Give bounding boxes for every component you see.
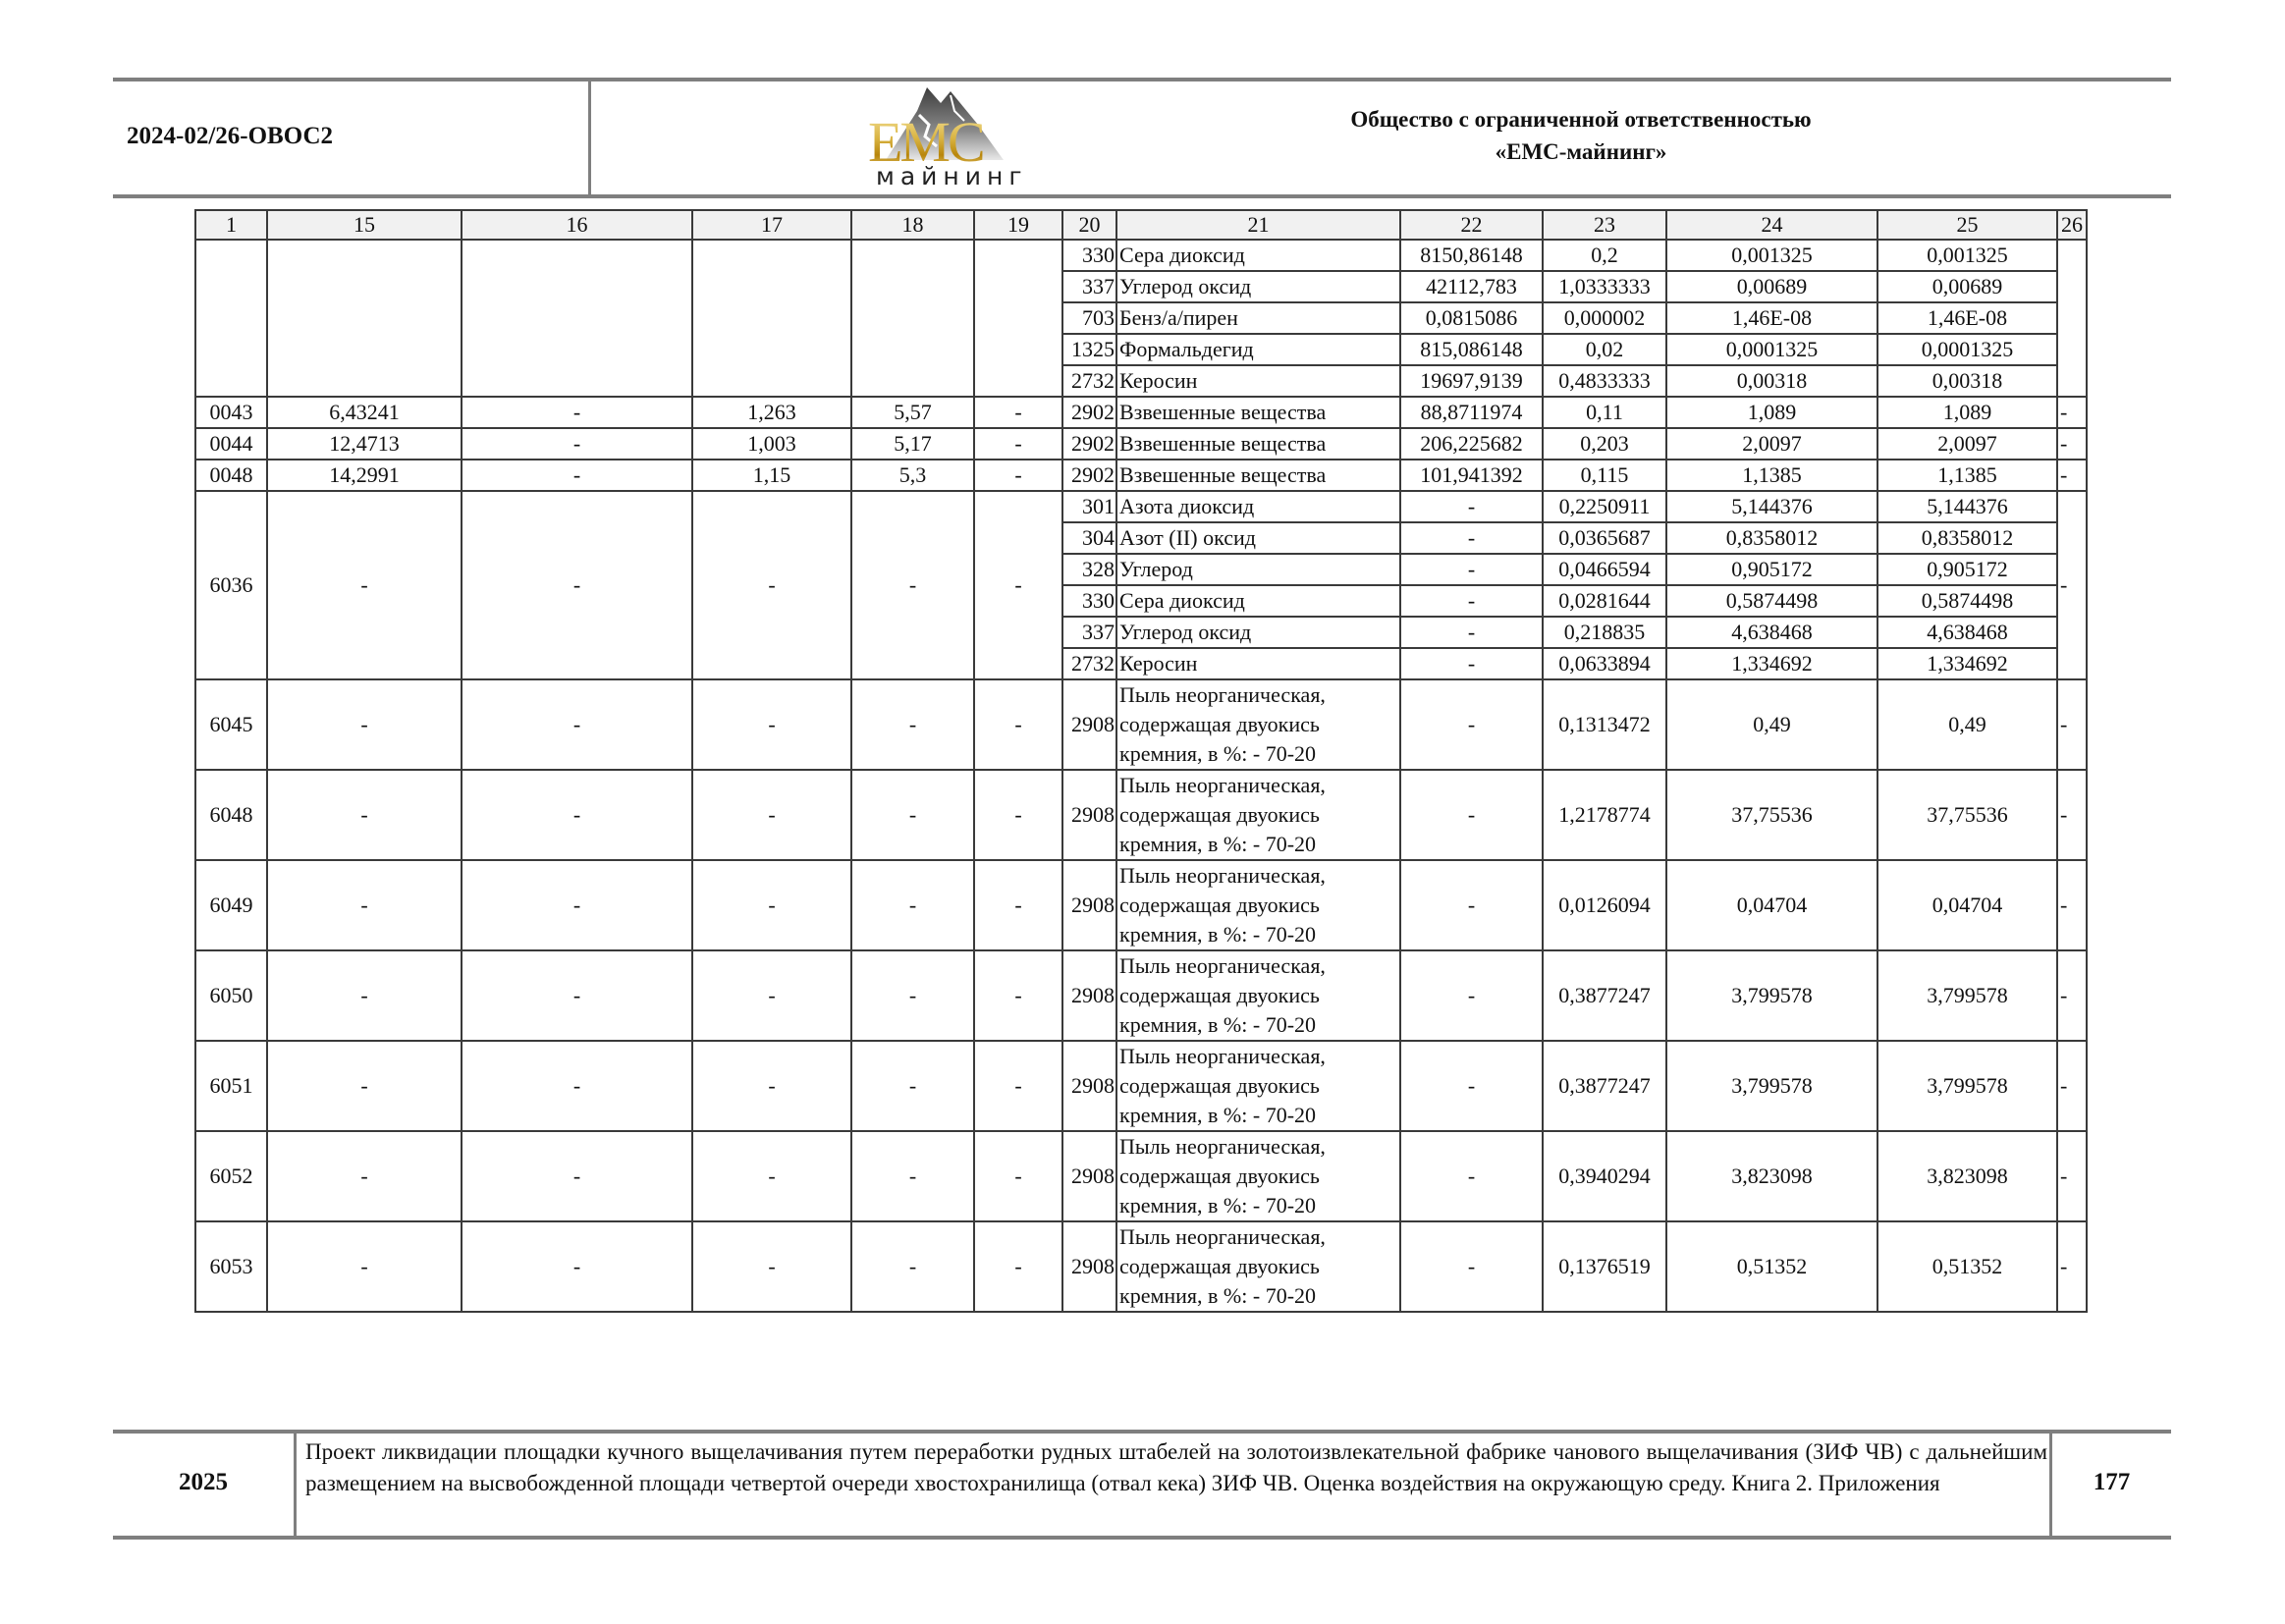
- param-c15-cell: -: [267, 1131, 462, 1221]
- table-row: [195, 679, 2087, 770]
- param-c22-cell: -: [1400, 648, 1543, 679]
- param-c25-cell: 0,0001325: [1877, 334, 2057, 365]
- param-c17-cell: -: [692, 1221, 851, 1312]
- param-c23-cell: 0,203: [1543, 428, 1666, 460]
- param-c22-cell: -: [1400, 860, 1543, 950]
- param-c24-cell: 37,75536: [1666, 770, 1877, 860]
- param-c23-cell: 0,3940294: [1543, 1131, 1666, 1221]
- column-header: 17: [692, 210, 851, 240]
- column-header: 23: [1543, 210, 1666, 240]
- param-c25-cell: 0,51352: [1877, 1221, 2057, 1312]
- param-c22-cell: -: [1400, 522, 1543, 554]
- param-c22-cell: 101,941392: [1400, 460, 1543, 491]
- table-row: [195, 1131, 2087, 1221]
- column-header: 18: [851, 210, 974, 240]
- source-number-cell: 0043: [195, 397, 267, 428]
- column-header: 1: [195, 210, 267, 240]
- param-c16-cell: -: [462, 428, 692, 460]
- header-divider: [588, 81, 591, 194]
- table-row: [195, 428, 2087, 460]
- table-row: [195, 460, 2087, 491]
- param-c24-cell: 0,00318: [1666, 365, 1877, 397]
- param-c17-cell: -: [692, 679, 851, 770]
- param-c24-cell: 2,0097: [1666, 428, 1877, 460]
- param-c17-cell: 1,263: [692, 397, 851, 428]
- param-c19-cell: -: [974, 1041, 1062, 1131]
- param-c16-cell: -: [462, 770, 692, 860]
- param-c26-cell: -: [2057, 397, 2087, 428]
- param-c23-cell: 0,1313472: [1543, 679, 1666, 770]
- param-c23-cell: 1,0333333: [1543, 271, 1666, 302]
- param-c25-cell: 0,00689: [1877, 271, 2057, 302]
- param-c25-cell: 2,0097: [1877, 428, 2057, 460]
- substance-code-cell: 2908: [1062, 770, 1116, 860]
- substance-code-cell: 1325: [1062, 334, 1116, 365]
- table-row: [195, 397, 2087, 428]
- source-number-cell: 6053: [195, 1221, 267, 1312]
- substance-code-cell: 2902: [1062, 460, 1116, 491]
- param-c24-cell: 1,46E-08: [1666, 302, 1877, 334]
- source-number-cell: 6045: [195, 679, 267, 770]
- substance-name-cell: Сера диоксид: [1116, 585, 1400, 617]
- substance-name-cell: Пыль неорганическая, содержащая двуокись кремния, в %: - 70-20: [1116, 770, 1400, 860]
- footer-divider: [294, 1434, 297, 1536]
- organization-name: [1213, 103, 1949, 168]
- substance-code-cell: 2908: [1062, 679, 1116, 770]
- substance-name-cell: Пыль неорганическая, содержащая двуокись кремния, в %: - 70-20: [1116, 860, 1400, 950]
- param-c22-cell: -: [1400, 1221, 1543, 1312]
- param-c16-cell: -: [462, 491, 692, 679]
- param-c18-cell: -: [851, 1131, 974, 1221]
- substance-code-cell: 703: [1062, 302, 1116, 334]
- substance-name-cell: Пыль неорганическая, содержащая двуокись кремния, в %: - 70-20: [1116, 950, 1400, 1041]
- param-c23-cell: 0,0633894: [1543, 648, 1666, 679]
- param-c23-cell: 0,4833333: [1543, 365, 1666, 397]
- substance-name-cell: Взвешенные вещества: [1116, 460, 1400, 491]
- emissions-table: [194, 209, 2088, 1313]
- param-c17-cell: 1,15: [692, 460, 851, 491]
- substance-code-cell: 2908: [1062, 860, 1116, 950]
- table-row: [195, 491, 2087, 522]
- substance-code-cell: 2908: [1062, 950, 1116, 1041]
- param-c22-cell: -: [1400, 950, 1543, 1041]
- param-c24-cell: 3,799578: [1666, 950, 1877, 1041]
- param-c26-cell: -: [2057, 1131, 2087, 1221]
- param-c24-cell: 0,00689: [1666, 271, 1877, 302]
- substance-code-cell: 304: [1062, 522, 1116, 554]
- substance-name-cell: Пыль неорганическая, содержащая двуокись кремния, в %: - 70-20: [1116, 1041, 1400, 1131]
- param-c15-cell: [267, 240, 462, 397]
- param-c15-cell: -: [267, 770, 462, 860]
- substance-name-cell: Углерод оксид: [1116, 617, 1400, 648]
- param-c19-cell: -: [974, 679, 1062, 770]
- source-number-cell: 6051: [195, 1041, 267, 1131]
- substance-name-cell: Пыль неорганическая, содержащая двуокись кремния, в %: - 70-20: [1116, 1131, 1400, 1221]
- param-c24-cell: 0,49: [1666, 679, 1877, 770]
- substance-code-cell: 2902: [1062, 428, 1116, 460]
- organization-line-2: «ЕМС-майнинг»: [1495, 139, 1667, 164]
- column-header: 16: [462, 210, 692, 240]
- page-footer: [113, 1430, 2171, 1540]
- param-c23-cell: 0,2: [1543, 240, 1666, 271]
- param-c17-cell: -: [692, 950, 851, 1041]
- substance-name-cell: Бенз/а/пирен: [1116, 302, 1400, 334]
- param-c24-cell: 1,089: [1666, 397, 1877, 428]
- table-row: [195, 1041, 2087, 1131]
- param-c25-cell: 3,799578: [1877, 1041, 2057, 1131]
- param-c17-cell: [692, 240, 851, 397]
- logo-subtext: майнинг: [876, 162, 1028, 190]
- param-c25-cell: 1,1385: [1877, 460, 2057, 491]
- param-c24-cell: 1,334692: [1666, 648, 1877, 679]
- substance-name-cell: Азота диоксид: [1116, 491, 1400, 522]
- param-c22-cell: 815,086148: [1400, 334, 1543, 365]
- table-row: [195, 240, 2087, 271]
- substance-code-cell: 2902: [1062, 397, 1116, 428]
- param-c15-cell: -: [267, 491, 462, 679]
- param-c16-cell: -: [462, 950, 692, 1041]
- substance-code-cell: 337: [1062, 617, 1116, 648]
- param-c24-cell: 0,001325: [1666, 240, 1877, 271]
- param-c23-cell: 0,02: [1543, 334, 1666, 365]
- source-number-cell: 6048: [195, 770, 267, 860]
- param-c19-cell: -: [974, 428, 1062, 460]
- param-c26-cell: -: [2057, 428, 2087, 460]
- param-c26-cell: -: [2057, 1041, 2087, 1131]
- param-c22-cell: 19697,9139: [1400, 365, 1543, 397]
- footer-description: Проект ликвидации площадки кучного выщелачивания путем переработки рудных штабелей на золотоизвлекательной фабрике чанового выщелачивания (ЗИФ ЧВ) с дальнейшим размещением на высвобожденной площади четвертой очереди хвостохранилища (отвал кека) ЗИФ ЧВ. Оценка воздействия на окружающую среду. Книга 2. Приложения: [305, 1439, 2047, 1495]
- param-c23-cell: 0,0126094: [1543, 860, 1666, 950]
- param-c22-cell: -: [1400, 491, 1543, 522]
- column-header: 26: [2057, 210, 2087, 240]
- param-c23-cell: 0,000002: [1543, 302, 1666, 334]
- substance-code-cell: 301: [1062, 491, 1116, 522]
- param-c18-cell: 5,17: [851, 428, 974, 460]
- source-number-cell: 6052: [195, 1131, 267, 1221]
- param-c25-cell: 0,00318: [1877, 365, 2057, 397]
- param-c26-cell: -: [2057, 679, 2087, 770]
- param-c22-cell: -: [1400, 1041, 1543, 1131]
- document-code: 2024-02/26-ОВОС2: [127, 123, 334, 149]
- param-c24-cell: 3,823098: [1666, 1131, 1877, 1221]
- param-c22-cell: -: [1400, 770, 1543, 860]
- page-header: [113, 78, 2171, 198]
- company-logo: [856, 81, 1053, 191]
- param-c25-cell: 0,001325: [1877, 240, 2057, 271]
- param-c15-cell: -: [267, 679, 462, 770]
- source-number-cell: 0048: [195, 460, 267, 491]
- param-c15-cell: 14,2991: [267, 460, 462, 491]
- param-c18-cell: -: [851, 1041, 974, 1131]
- param-c23-cell: 0,3877247: [1543, 1041, 1666, 1131]
- param-c19-cell: -: [974, 397, 1062, 428]
- param-c22-cell: -: [1400, 679, 1543, 770]
- param-c19-cell: -: [974, 1131, 1062, 1221]
- param-c18-cell: -: [851, 1221, 974, 1312]
- param-c26-cell: -: [2057, 1221, 2087, 1312]
- param-c24-cell: 4,638468: [1666, 617, 1877, 648]
- table-row: [195, 770, 2087, 860]
- param-c23-cell: 0,0281644: [1543, 585, 1666, 617]
- param-c18-cell: -: [851, 491, 974, 679]
- param-c26-cell: [2057, 240, 2087, 397]
- param-c15-cell: -: [267, 860, 462, 950]
- column-header: 19: [974, 210, 1062, 240]
- substance-code-cell: 2908: [1062, 1041, 1116, 1131]
- column-header: 20: [1062, 210, 1116, 240]
- param-c17-cell: -: [692, 860, 851, 950]
- param-c17-cell: -: [692, 1131, 851, 1221]
- param-c25-cell: 0,04704: [1877, 860, 2057, 950]
- param-c26-cell: -: [2057, 770, 2087, 860]
- substance-code-cell: 330: [1062, 585, 1116, 617]
- param-c16-cell: -: [462, 460, 692, 491]
- param-c24-cell: 0,51352: [1666, 1221, 1877, 1312]
- substance-name-cell: Взвешенные вещества: [1116, 428, 1400, 460]
- table-header-row: [195, 210, 2087, 240]
- param-c25-cell: 3,799578: [1877, 950, 2057, 1041]
- param-c17-cell: 1,003: [692, 428, 851, 460]
- param-c24-cell: 5,144376: [1666, 491, 1877, 522]
- param-c19-cell: -: [974, 770, 1062, 860]
- param-c24-cell: 0,8358012: [1666, 522, 1877, 554]
- param-c22-cell: 88,8711974: [1400, 397, 1543, 428]
- param-c25-cell: 4,638468: [1877, 617, 2057, 648]
- param-c26-cell: -: [2057, 460, 2087, 491]
- param-c23-cell: 0,0466594: [1543, 554, 1666, 585]
- param-c25-cell: 1,334692: [1877, 648, 2057, 679]
- substance-code-cell: 337: [1062, 271, 1116, 302]
- param-c18-cell: [851, 240, 974, 397]
- substance-name-cell: Взвешенные вещества: [1116, 397, 1400, 428]
- param-c16-cell: -: [462, 1131, 692, 1221]
- param-c23-cell: 0,3877247: [1543, 950, 1666, 1041]
- substance-name-cell: Формальдегид: [1116, 334, 1400, 365]
- param-c24-cell: 0,905172: [1666, 554, 1877, 585]
- param-c22-cell: 8150,86148: [1400, 240, 1543, 271]
- organization-line-1: Общество с ограниченной ответственностью: [1350, 107, 1812, 132]
- param-c25-cell: 1,089: [1877, 397, 2057, 428]
- param-c22-cell: 42112,783: [1400, 271, 1543, 302]
- param-c18-cell: 5,3: [851, 460, 974, 491]
- param-c15-cell: -: [267, 1221, 462, 1312]
- param-c15-cell: -: [267, 950, 462, 1041]
- table-row: [195, 860, 2087, 950]
- source-number-cell: 0044: [195, 428, 267, 460]
- param-c25-cell: 0,8358012: [1877, 522, 2057, 554]
- substance-code-cell: 328: [1062, 554, 1116, 585]
- param-c19-cell: -: [974, 950, 1062, 1041]
- param-c26-cell: -: [2057, 491, 2087, 679]
- param-c24-cell: 3,799578: [1666, 1041, 1877, 1131]
- substance-name-cell: Керосин: [1116, 648, 1400, 679]
- param-c24-cell: 0,0001325: [1666, 334, 1877, 365]
- param-c23-cell: 1,2178774: [1543, 770, 1666, 860]
- source-number-cell: [195, 240, 267, 397]
- param-c19-cell: -: [974, 1221, 1062, 1312]
- param-c19-cell: -: [974, 491, 1062, 679]
- param-c23-cell: 0,115: [1543, 460, 1666, 491]
- param-c23-cell: 0,2250911: [1543, 491, 1666, 522]
- param-c16-cell: -: [462, 679, 692, 770]
- substance-code-cell: 2732: [1062, 365, 1116, 397]
- param-c18-cell: -: [851, 860, 974, 950]
- param-c16-cell: -: [462, 397, 692, 428]
- substance-code-cell: 2732: [1062, 648, 1116, 679]
- param-c22-cell: 0,0815086: [1400, 302, 1543, 334]
- param-c25-cell: 0,905172: [1877, 554, 2057, 585]
- param-c16-cell: [462, 240, 692, 397]
- table-body: [195, 240, 2087, 1312]
- param-c23-cell: 0,218835: [1543, 617, 1666, 648]
- param-c24-cell: 0,04704: [1666, 860, 1877, 950]
- substance-name-cell: Углерод: [1116, 554, 1400, 585]
- column-header: 21: [1116, 210, 1400, 240]
- table-row: [195, 950, 2087, 1041]
- param-c25-cell: 3,823098: [1877, 1131, 2057, 1221]
- table-row: [195, 1221, 2087, 1312]
- param-c19-cell: -: [974, 860, 1062, 950]
- param-c18-cell: -: [851, 950, 974, 1041]
- substance-code-cell: 2908: [1062, 1131, 1116, 1221]
- column-header: 15: [267, 210, 462, 240]
- substance-code-cell: 330: [1062, 240, 1116, 271]
- param-c19-cell: [974, 240, 1062, 397]
- param-c22-cell: 206,225682: [1400, 428, 1543, 460]
- param-c22-cell: -: [1400, 554, 1543, 585]
- param-c18-cell: -: [851, 770, 974, 860]
- param-c19-cell: -: [974, 460, 1062, 491]
- substance-code-cell: 2908: [1062, 1221, 1116, 1312]
- param-c25-cell: 0,49: [1877, 679, 2057, 770]
- param-c26-cell: -: [2057, 950, 2087, 1041]
- param-c16-cell: -: [462, 1041, 692, 1131]
- param-c25-cell: 0,5874498: [1877, 585, 2057, 617]
- param-c15-cell: 6,43241: [267, 397, 462, 428]
- param-c25-cell: 37,75536: [1877, 770, 2057, 860]
- param-c25-cell: 1,46E-08: [1877, 302, 2057, 334]
- column-header: 24: [1666, 210, 1877, 240]
- param-c23-cell: 0,1376519: [1543, 1221, 1666, 1312]
- param-c17-cell: -: [692, 491, 851, 679]
- param-c24-cell: 1,1385: [1666, 460, 1877, 491]
- source-number-cell: 6049: [195, 860, 267, 950]
- param-c15-cell: -: [267, 1041, 462, 1131]
- param-c25-cell: 5,144376: [1877, 491, 2057, 522]
- param-c24-cell: 0,5874498: [1666, 585, 1877, 617]
- column-header: 25: [1877, 210, 2057, 240]
- footer-year: 2025: [179, 1469, 228, 1495]
- substance-name-cell: Керосин: [1116, 365, 1400, 397]
- param-c15-cell: 12,4713: [267, 428, 462, 460]
- logo-text: EMC: [868, 110, 983, 174]
- source-number-cell: 6036: [195, 491, 267, 679]
- param-c23-cell: 0,0365687: [1543, 522, 1666, 554]
- param-c17-cell: -: [692, 770, 851, 860]
- param-c16-cell: -: [462, 1221, 692, 1312]
- param-c22-cell: -: [1400, 1131, 1543, 1221]
- substance-name-cell: Пыль неорганическая, содержащая двуокись кремния, в %: - 70-20: [1116, 1221, 1400, 1312]
- param-c16-cell: -: [462, 860, 692, 950]
- substance-name-cell: Пыль неорганическая, содержащая двуокись кремния, в %: - 70-20: [1116, 679, 1400, 770]
- param-c22-cell: -: [1400, 585, 1543, 617]
- substance-name-cell: Сера диоксид: [1116, 240, 1400, 271]
- page-number: 177: [2093, 1469, 2131, 1495]
- param-c18-cell: 5,57: [851, 397, 974, 428]
- source-number-cell: 6050: [195, 950, 267, 1041]
- param-c18-cell: -: [851, 679, 974, 770]
- param-c26-cell: -: [2057, 860, 2087, 950]
- param-c17-cell: -: [692, 1041, 851, 1131]
- substance-name-cell: Азот (II) оксид: [1116, 522, 1400, 554]
- substance-name-cell: Углерод оксид: [1116, 271, 1400, 302]
- param-c22-cell: -: [1400, 617, 1543, 648]
- param-c23-cell: 0,11: [1543, 397, 1666, 428]
- column-header: 22: [1400, 210, 1543, 240]
